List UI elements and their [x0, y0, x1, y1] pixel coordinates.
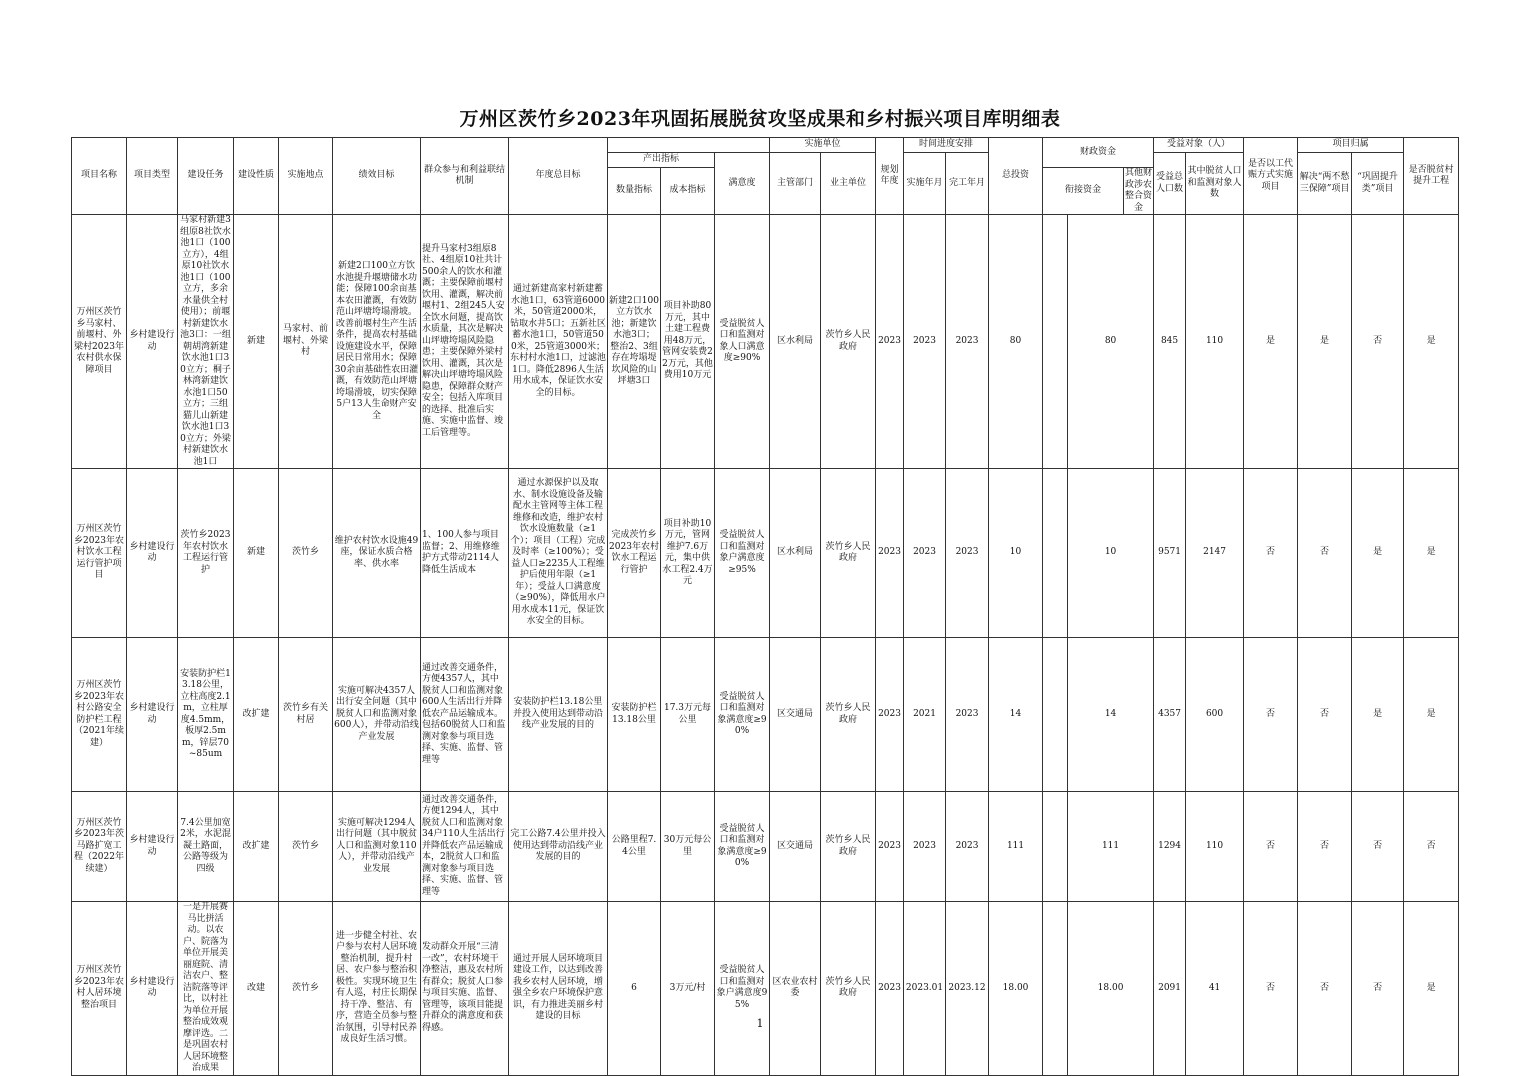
project-name-cell: 万州区茨竹乡2023年茨马路扩宽工程（2022年续建） [72, 792, 127, 902]
plan-year-cell: 2023 [876, 215, 904, 469]
other-funds-cell: 111 [1068, 792, 1154, 902]
work-relief-cell: 否 [1244, 902, 1298, 1076]
consolidate-cell: 否 [1352, 215, 1404, 469]
owner-unit-cell: 茨竹乡人民政府 [821, 902, 876, 1076]
satisfaction-cell: 受益脱贫人口和监测对象人口满意度≥90% [715, 215, 770, 469]
header-schedule: 时间进度安排 [904, 138, 989, 153]
consolidate-cell: 是 [1352, 469, 1404, 638]
header-mechanism: 群众参与和利益联结机制 [421, 138, 509, 215]
header-work-relief: 是否以工代赈方式实施项目 [1244, 138, 1298, 215]
total-investment-cell: 80 [989, 215, 1043, 469]
header-performance-goal: 绩效目标 [333, 138, 421, 215]
header-project-name: 项目名称 [72, 138, 127, 215]
project-type-cell: 乡村建设行动 [127, 638, 178, 792]
header-total-beneficiaries: 受益总人口数 [1154, 153, 1186, 215]
satisfaction-cell: 受益脱贫人口和监测对象户满意度95% [715, 902, 770, 1076]
header-competent-dept: 主管部门 [770, 153, 821, 215]
poverty-beneficiaries-cell: 600 [1186, 638, 1244, 792]
cost-indicator-cell: 17.3万元每公里 [661, 638, 715, 792]
location-cell: 茨竹乡 [279, 902, 333, 1076]
header-quantity-indicator: 数量指标 [608, 168, 661, 215]
total-beneficiaries-cell: 4357 [1154, 638, 1186, 792]
quantity-indicator-cell: 完成茨竹乡2023年农村饮水工程运行管护 [608, 469, 661, 638]
competent-dept-cell: 区农业农村委 [770, 902, 821, 1076]
annual-goal-cell: 完工公路7.4公里并投入使用达到带动沿线产业发展的目的 [509, 792, 608, 902]
owner-unit-cell: 茨竹乡人民政府 [821, 469, 876, 638]
quantity-indicator-cell: 公路里程7.4公里 [608, 792, 661, 902]
quantity-indicator-cell: 安装防护栏13.18公里 [608, 638, 661, 792]
header-two-no-worries: 解决“两不愁三保障”项目 [1298, 153, 1352, 215]
project-type-cell: 乡村建设行动 [127, 902, 178, 1076]
location-cell: 茨竹乡有关村居 [279, 638, 333, 792]
header-start-month: 实施年月 [904, 153, 946, 215]
satisfaction-cell: 受益脱贫人口和监测对象满意度≥90% [715, 792, 770, 902]
table-row [72, 215, 1459, 469]
construction-task-cell: 茨竹乡2023年农村饮水工程运行管护 [178, 469, 234, 638]
header-output-indicator: 产出指标 [608, 153, 715, 168]
plan-year-cell: 2023 [876, 902, 904, 1076]
location-cell: 茨竹乡 [279, 469, 333, 638]
table-row [72, 902, 1459, 1076]
construction-task-cell: 一是开展赛马比拼活动。以农户、院落为单位开展美丽庭院、清洁农户、整洁院落等评比，以村社为单位开展整治成效观摩评选。二是巩固农村人居环境整治成果 [178, 902, 234, 1076]
total-investment-cell: 14 [989, 638, 1043, 792]
annual-goal-cell: 通过新建高家村新建蓄水池1口，63管道6000米，50管道2000米，钻取水井5口；五新社区蓄水池1口，50管道500米，25管道3000米；东村村水池1口，过滤池1口。降低2896人生活用水成本，保证饮水安全的目标。 [509, 215, 608, 469]
project-type-cell: 乡村建设行动 [127, 792, 178, 902]
cost-indicator-cell: 3万元/村 [661, 902, 715, 1076]
header-implementing-unit: 实施单位 [770, 138, 876, 153]
connected-funds-cell [1043, 215, 1068, 469]
mechanism-cell: 发动群众开展“三清一改”，农村环境干净整洁，惠及农村所有群众；脱贫人口参与项目实施、监督、管理等，该项目能提升群众的满意度和获得感。 [421, 902, 509, 1076]
page-title: 万州区茨竹乡2023年巩固拓展脱贫攻坚成果和乡村振兴项目库明细表 [459, 108, 1061, 130]
header-annual-goal: 年度总目标 [509, 138, 608, 215]
construction-nature-cell: 改建 [234, 902, 279, 1076]
total-beneficiaries-cell: 2091 [1154, 902, 1186, 1076]
header-village-upgrade: 是否脱贫村提升工程 [1404, 138, 1459, 215]
connected-funds-cell [1043, 902, 1068, 1076]
header-plan-year: 规划年度 [876, 138, 904, 215]
start-month-cell: 2023 [904, 215, 946, 469]
plan-year-cell: 2023 [876, 792, 904, 902]
header-project-type: 项目类型 [127, 138, 178, 215]
total-investment-cell: 18.00 [989, 902, 1043, 1076]
plan-year-cell: 2023 [876, 469, 904, 638]
construction-task-cell: 马家村新建3组原8社饮水池1口（100立方），4组原10社饮水池1口（100立方，多余水量供全村使用）；前堰村新建饮水池3口：一组朝胡湾新建饮水池1口30立方；桐子林湾新建饮水池1口50立方；三组猫儿山新建饮水池1口30立方；外梁村新建饮水池1口 [178, 215, 234, 469]
two-no-worries-cell: 否 [1298, 792, 1352, 902]
poverty-beneficiaries-cell: 110 [1186, 215, 1244, 469]
connected-funds-cell [1043, 469, 1068, 638]
poverty-beneficiaries-cell: 41 [1186, 902, 1244, 1076]
competent-dept-cell: 区交通局 [770, 792, 821, 902]
construction-task-cell: 7.4公里加宽2米，水泥混凝土路面，公路等级为四级 [178, 792, 234, 902]
construction-task-cell: 安装防护栏13.18公里，立柱高度2.1m，立柱厚度4.5mm，板厚2.5mm，锌层70~85um [178, 638, 234, 792]
total-beneficiaries-cell: 845 [1154, 215, 1186, 469]
performance-goal-cell: 新建2口100立方饮水池提升堰塘储水功能；保障100余亩基本农田灌溉，有效防范山坪塘垮塌滑坡。改善前堰村生产生活条件，提高农村基础设施建设水平，保障居民日常用水；保障30余亩基础性农田灌溉，有效防范山坪塘垮塌滑坡，切实保障5户13人生命财产安全 [333, 215, 421, 469]
mechanism-cell: 通过改善交通条件，方便1294人，其中脱贫人口和监测对象34户110人生活出行并降低农产品运输成本，2脱贫人口和监测对象参与项目选择、实施、监督、管理等 [421, 792, 509, 902]
cost-indicator-cell: 项目补助10万元，管网维护7.6万元，集中供水工程2.4万元 [661, 469, 715, 638]
quantity-indicator-cell: 6 [608, 902, 661, 1076]
header-location: 实施地点 [279, 138, 333, 215]
village-upgrade-cell: 是 [1404, 902, 1459, 1076]
competent-dept-cell: 区水利局 [770, 469, 821, 638]
work-relief-cell: 否 [1244, 792, 1298, 902]
consolidate-cell: 否 [1352, 902, 1404, 1076]
header-total-investment: 总投资 [989, 138, 1043, 215]
village-upgrade-cell: 是 [1404, 469, 1459, 638]
mechanism-cell: 1、100人参与项目监督；2、用维修维护方式带动2114人降低生活成本 [421, 469, 509, 638]
total-beneficiaries-cell: 9571 [1154, 469, 1186, 638]
satisfaction-cell: 受益脱贫人口和监测对象户满意度≥95% [715, 469, 770, 638]
project-name-cell: 万州区茨竹乡2023年农村公路安全防护栏工程（2021年续建） [72, 638, 127, 792]
competent-dept-cell: 区交通局 [770, 638, 821, 792]
table-row [72, 638, 1459, 792]
header-poverty-beneficiaries: 其中脱贫人口和监测对象人数 [1186, 153, 1244, 215]
end-month-cell: 2023 [946, 792, 989, 902]
other-funds-cell: 10 [1068, 469, 1154, 638]
start-month-cell: 2023 [904, 469, 946, 638]
header-construction-task: 建设任务 [178, 138, 234, 215]
work-relief-cell: 否 [1244, 638, 1298, 792]
mechanism-cell: 通过改善交通条件，方便4357人，其中脱贫人口和监测对象600人生活出行并降低农产品运输成本。包括60脱贫人口和监测对象参与项目选择、实施、监督、管理等 [421, 638, 509, 792]
location-cell: 马家村、前堰村、外梁村 [279, 215, 333, 469]
cost-indicator-cell: 30万元每公里 [661, 792, 715, 902]
project-name-cell: 万州区茨竹乡2023年农村饮水工程运行管护项目 [72, 469, 127, 638]
village-upgrade-cell: 是 [1404, 638, 1459, 792]
annual-goal-cell: 通过水源保护以及取水、制水设施设备及输配水主管网等主体工程维修和改造，维护农村饮水设施数量（≥1个）；项目（工程）完成及时率（≥100%）；受益人口≥2235人工程维护后使用年限（≥1年）；受益人口满意度（≥90%），降低用水户用水成本11元，保证饮水安全的目标。 [509, 469, 608, 638]
construction-nature-cell: 新建 [234, 469, 279, 638]
location-cell: 茨竹乡 [279, 792, 333, 902]
start-month-cell: 2023 [904, 792, 946, 902]
performance-goal-cell: 维护农村饮水设施49座，保证水质合格率、供水率 [333, 469, 421, 638]
other-funds-cell: 18.00 [1068, 902, 1154, 1076]
plan-year-cell: 2023 [876, 638, 904, 792]
other-funds-cell: 14 [1068, 638, 1154, 792]
project-name-cell: 万州区茨竹乡马家村、前堰村、外梁村2023年农村供水保障项目 [72, 215, 127, 469]
competent-dept-cell: 区水利局 [770, 215, 821, 469]
header-construction-nature: 建设性质 [234, 138, 279, 215]
work-relief-cell: 否 [1244, 469, 1298, 638]
quantity-indicator-cell: 新建2口100立方饮水池；新建饮水池3口；整治2、3组存在垮塌堤坎风险的山坪塘3口 [608, 215, 661, 469]
header-beneficiaries: 受益对象（人） [1154, 138, 1244, 153]
end-month-cell: 2023.12 [946, 902, 989, 1076]
project-type-cell: 乡村建设行动 [127, 469, 178, 638]
two-no-worries-cell: 否 [1298, 902, 1352, 1076]
owner-unit-cell: 茨竹乡人民政府 [821, 792, 876, 902]
end-month-cell: 2023 [946, 469, 989, 638]
project-name-cell: 万州区茨竹乡2023年农村人居环境整治项目 [72, 902, 127, 1076]
total-investment-cell: 10 [989, 469, 1043, 638]
construction-nature-cell: 改扩建 [234, 792, 279, 902]
table-row [72, 792, 1459, 902]
header-connected-funds: 衔接资金 [1043, 168, 1124, 215]
page-number: 1 [756, 1017, 764, 1030]
two-no-worries-cell: 否 [1298, 638, 1352, 792]
owner-unit-cell: 茨竹乡人民政府 [821, 638, 876, 792]
end-month-cell: 2023 [946, 638, 989, 792]
consolidate-cell: 是 [1352, 638, 1404, 792]
poverty-beneficiaries-cell: 110 [1186, 792, 1244, 902]
consolidate-cell: 否 [1352, 792, 1404, 902]
annual-goal-cell: 安装防护栏13.18公里并投入使用达到带动沿线产业发展的目的 [509, 638, 608, 792]
header-cost-indicator: 成本指标 [661, 168, 715, 215]
start-month-cell: 2021 [904, 638, 946, 792]
header-satisfaction: 满意度 [715, 153, 770, 215]
work-relief-cell: 是 [1244, 215, 1298, 469]
total-investment-cell: 111 [989, 792, 1043, 902]
header-consolidate: “巩固提升类”项目 [1352, 153, 1404, 215]
performance-goal-cell: 实施可解决4357人出行安全问题（其中脱贫人口和监测对象600人），并带动沿线产业发展 [333, 638, 421, 792]
construction-nature-cell: 新建 [234, 215, 279, 469]
header-belongs: 项目归属 [1298, 138, 1404, 153]
end-month-cell: 2023 [946, 215, 989, 469]
two-no-worries-cell: 否 [1298, 469, 1352, 638]
village-upgrade-cell: 否 [1404, 792, 1459, 902]
construction-nature-cell: 改扩建 [234, 638, 279, 792]
annual-goal-cell: 通过开展人居环境项目建设工作，以达到改善我乡农村人居环境，增强全乡农户环境保护意识，有力推进美丽乡村建设的目标 [509, 902, 608, 1076]
owner-unit-cell: 茨竹乡人民政府 [821, 215, 876, 469]
mechanism-cell: 提升马家村3组原8社、4组原10社共计500余人的饮水和灌溉；主要保障前堰村饮用、灌溉，解决前堰村1、2组245人安全饮水问题，提高饮水质量，其次是解决山坪塘垮塌风险隐患；主要保障外梁村饮用、灌溉，其次是解决山坪塘垮塌风险隐患，保障群众财产安全；包括入库项目的选择、批准后实施、实施中监督、竣工后管理等。 [421, 215, 509, 469]
connected-funds-cell [1043, 638, 1068, 792]
header-owner-unit: 业主单位 [821, 153, 876, 215]
header-other-funds: 其他财政涉农整合资金 [1125, 168, 1153, 213]
two-no-worries-cell: 是 [1298, 215, 1352, 469]
performance-goal-cell: 进一步健全村社、农户参与农村人居环境整治机制，提升村居、农户参与整治积极性。实现环境卫生有人巡，村庄长期保持干净、整洁、有序，营造全员参与整治氛围，引导村民养成良好生活习惯。 [333, 902, 421, 1076]
satisfaction-cell: 受益脱贫人口和监测对象满意度≥90% [715, 638, 770, 792]
header-end-month: 完工年月 [946, 153, 989, 215]
connected-funds-cell [1043, 792, 1068, 902]
total-beneficiaries-cell: 1294 [1154, 792, 1186, 902]
project-type-cell: 乡村建设行动 [127, 215, 178, 469]
poverty-beneficiaries-cell: 2147 [1186, 469, 1244, 638]
header-fiscal-funds: 财政资金 [1043, 138, 1154, 168]
start-month-cell: 2023.01 [904, 902, 946, 1076]
other-funds-cell: 80 [1068, 215, 1154, 469]
cost-indicator-cell: 项目补助80万元，其中土建工程费用48万元，管网安装费22万元，其他费用10万元 [661, 215, 715, 469]
village-upgrade-cell: 是 [1404, 215, 1459, 469]
performance-goal-cell: 实施可解决1294人出行问题（其中脱贫人口和监测对象110人），并带动沿线产业发展 [333, 792, 421, 902]
table-row [72, 469, 1459, 638]
project-table [71, 137, 1459, 1076]
